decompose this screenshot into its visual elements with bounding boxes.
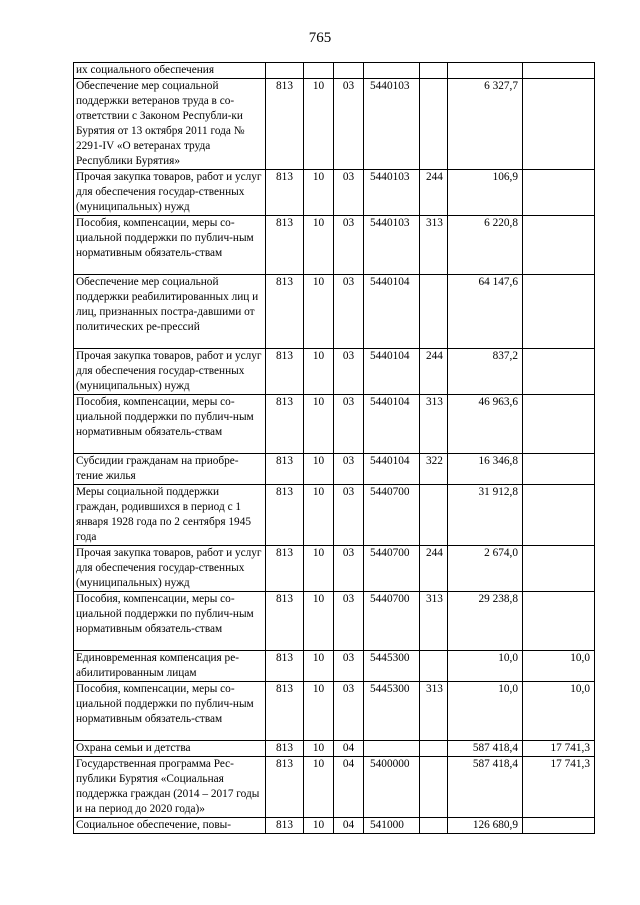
cell-sum-2 [523,818,595,834]
cell-csr: 5440700 [364,592,420,651]
cell-vr [420,651,448,682]
cell-sum-2 [523,592,595,651]
cell-pr: 04 [334,757,364,818]
cell-sum-2: 10,0 [523,682,595,741]
table-row [74,757,595,818]
table-row [74,79,595,170]
cell-sum-2 [523,349,595,395]
cell-vr [420,275,448,349]
cell-vr: 244 [420,546,448,592]
cell-name: Охрана семьи и детства [74,741,266,757]
cell-pr: 03 [334,395,364,454]
cell-name: Социальное обеспечение, повы- [74,818,266,834]
cell-sum-1: 106,9 [448,170,523,216]
budget-table [73,62,595,834]
cell-name: Прочая закупка товаров, работ и услуг для обеспечения государ-ственных (муниципальных) нужд [74,170,266,216]
cell-sum-2 [523,395,595,454]
cell-gr: 813 [266,741,304,757]
cell-rz: 10 [304,818,334,834]
cell-rz: 10 [304,454,334,485]
table-row [74,818,595,834]
cell-vr [420,63,448,79]
cell-name: Единовременная компенсация ре-абилитированным лицам [74,651,266,682]
cell-name: Пособия, компенсации, меры со-циальной поддержки по публич-ным нормативным обязатель-ствам [74,682,266,741]
cell-name: Обеспечение мер социальной поддержки реабилитированных лиц и лиц, признанных постра-давшими от политических ре-прессий [74,275,266,349]
cell-rz: 10 [304,395,334,454]
cell-sum-1: 6 220,8 [448,216,523,275]
cell-gr: 813 [266,170,304,216]
cell-csr [364,741,420,757]
cell-sum-1: 16 346,8 [448,454,523,485]
cell-sum-2 [523,275,595,349]
cell-sum-1: 31 912,8 [448,485,523,546]
cell-csr: 5440103 [364,216,420,275]
cell-vr: 313 [420,395,448,454]
cell-gr: 813 [266,757,304,818]
cell-csr: 5440700 [364,546,420,592]
page-number: 765 [308,30,332,46]
cell-vr: 322 [420,454,448,485]
cell-sum-2 [523,454,595,485]
cell-rz: 10 [304,757,334,818]
cell-sum-1: 126 680,9 [448,818,523,834]
cell-vr: 313 [420,682,448,741]
cell-gr: 813 [266,275,304,349]
table-row [74,682,595,741]
cell-pr: 03 [334,651,364,682]
cell-pr: 03 [334,349,364,395]
cell-vr [420,485,448,546]
table-body [74,63,595,834]
table-row [74,741,595,757]
table-row [74,216,595,275]
cell-gr: 813 [266,395,304,454]
cell-gr: 813 [266,651,304,682]
cell-gr [266,63,304,79]
cell-pr: 03 [334,216,364,275]
cell-csr: 5440104 [364,275,420,349]
cell-gr: 813 [266,349,304,395]
cell-rz: 10 [304,170,334,216]
cell-gr: 813 [266,454,304,485]
cell-rz: 10 [304,275,334,349]
cell-rz: 10 [304,216,334,275]
cell-vr: 313 [420,216,448,275]
cell-sum-1: 587 418,4 [448,741,523,757]
cell-rz: 10 [304,485,334,546]
cell-vr: 244 [420,170,448,216]
table-row [74,63,595,79]
cell-vr [420,741,448,757]
cell-name: Пособия, компенсации, меры со-циальной поддержки по публич-ным нормативным обязатель-ствам [74,395,266,454]
cell-sum-2: 17 741,3 [523,741,595,757]
cell-pr [334,63,364,79]
cell-sum-1: 10,0 [448,651,523,682]
cell-rz: 10 [304,79,334,170]
cell-name: Пособия, компенсации, меры со-циальной поддержки по публич-ным нормативным обязатель-ствам [74,592,266,651]
cell-sum-1: 2 674,0 [448,546,523,592]
cell-gr: 813 [266,485,304,546]
cell-vr: 244 [420,349,448,395]
cell-pr: 03 [334,275,364,349]
cell-pr: 03 [334,485,364,546]
cell-csr: 5440104 [364,349,420,395]
cell-sum-2 [523,63,595,79]
cell-rz [304,63,334,79]
cell-pr: 03 [334,170,364,216]
cell-name: Прочая закупка товаров, работ и услуг для обеспечения государ-ственных (муниципальных) нужд [74,546,266,592]
cell-csr: 541000 [364,818,420,834]
cell-sum-1 [448,63,523,79]
cell-sum-1: 6 327,7 [448,79,523,170]
cell-gr: 813 [266,682,304,741]
cell-csr: 5440104 [364,395,420,454]
cell-csr: 5440104 [364,454,420,485]
cell-rz: 10 [304,592,334,651]
cell-sum-2 [523,216,595,275]
table-row [74,485,595,546]
cell-csr: 5440700 [364,485,420,546]
cell-sum-2 [523,170,595,216]
cell-csr [364,63,420,79]
cell-sum-2 [523,546,595,592]
cell-name: Меры социальной поддержки граждан, родившихся в период с 1 января 1928 года по 2 сентября 1945 года [74,485,266,546]
cell-vr: 313 [420,592,448,651]
cell-name: Пособия, компенсации, меры со-циальной поддержки по публич-ным нормативным обязатель-ствам [74,216,266,275]
cell-sum-2 [523,79,595,170]
table-row [74,592,595,651]
cell-sum-1: 837,2 [448,349,523,395]
cell-sum-2 [523,485,595,546]
cell-rz: 10 [304,741,334,757]
cell-pr: 04 [334,741,364,757]
cell-csr: 5445300 [364,682,420,741]
cell-gr: 813 [266,216,304,275]
cell-csr: 5440103 [364,79,420,170]
cell-csr: 5440103 [364,170,420,216]
cell-rz: 10 [304,546,334,592]
cell-gr: 813 [266,818,304,834]
cell-name: их социального обеспечения [74,63,266,79]
cell-vr [420,818,448,834]
cell-gr: 813 [266,546,304,592]
cell-csr: 5400000 [364,757,420,818]
table-row [74,395,595,454]
cell-vr [420,757,448,818]
table-row [74,651,595,682]
cell-rz: 10 [304,651,334,682]
cell-pr: 04 [334,818,364,834]
table-row [74,275,595,349]
cell-name: Прочая закупка товаров, работ и услуг для обеспечения государ-ственных (муниципальных) нужд [74,349,266,395]
cell-pr: 03 [334,454,364,485]
cell-sum-1: 64 147,6 [448,275,523,349]
cell-pr: 03 [334,592,364,651]
table-row [74,349,595,395]
cell-sum-1: 46 963,6 [448,395,523,454]
cell-name: Субсидии гражданам на приобре-тение жилья [74,454,266,485]
table-row [74,454,595,485]
table-row [74,170,595,216]
cell-sum-1: 10,0 [448,682,523,741]
cell-gr: 813 [266,79,304,170]
cell-gr: 813 [266,592,304,651]
cell-rz: 10 [304,349,334,395]
cell-pr: 03 [334,79,364,170]
cell-sum-2: 10,0 [523,651,595,682]
cell-pr: 03 [334,546,364,592]
cell-vr [420,79,448,170]
cell-sum-1: 587 418,4 [448,757,523,818]
cell-sum-2: 17 741,3 [523,757,595,818]
cell-rz: 10 [304,682,334,741]
cell-name: Государственная программа Рес-публики Бурятия «Социальная поддержка граждан (2014 – 2017 годы и на период до 2020 года)» [74,757,266,818]
cell-pr: 03 [334,682,364,741]
table-row [74,546,595,592]
cell-name: Обеспечение мер социальной поддержки ветеранов труда в со-ответствии с Законом Республи-ки Бурятия от 13 октября 2011 года № 2291-IV «О ветеранах труда Республики Бурятия» [74,79,266,170]
cell-sum-1: 29 238,8 [448,592,523,651]
cell-csr: 5445300 [364,651,420,682]
